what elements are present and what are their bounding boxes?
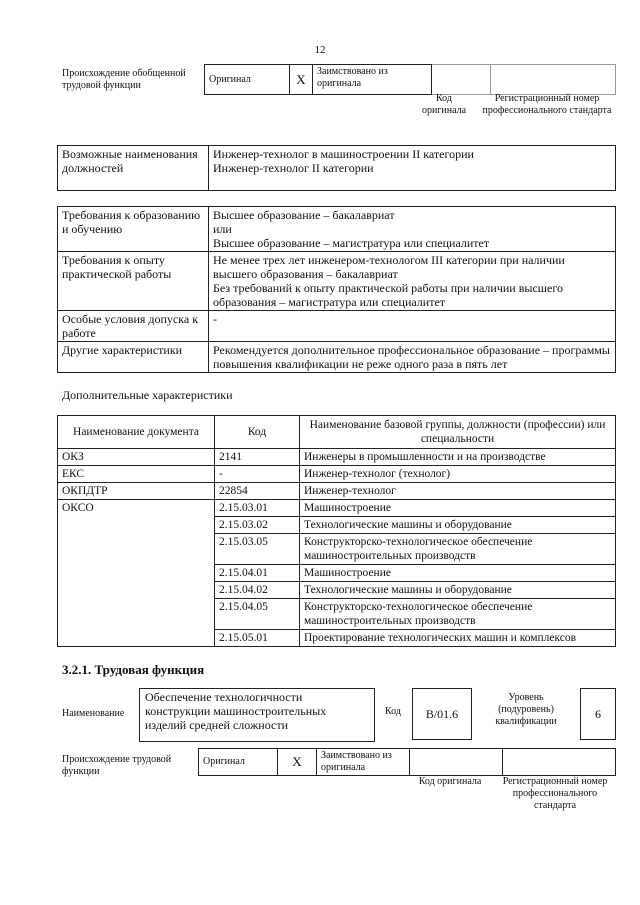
origin-top-table [204,64,616,95]
cell-name: Инженеры в промышленности и на производстве [300,449,616,466]
cell-code: 2.15.04.02 [215,582,300,599]
cell-code: 2141 [215,449,300,466]
origin-top-borrowed: Заимствовано из оригинала [313,65,432,95]
function-code-box: B/01.6 [412,688,472,740]
origin-bottom-code-label: Код оригинала [418,776,482,787]
cell-code: 2.15.03.01 [215,500,300,517]
cell-code: 2.15.03.05 [215,534,300,565]
cell-code: 2.15.04.05 [215,599,300,630]
cell-name: Инженер-технолог [300,483,616,500]
origin-bottom-original: Оригинал [199,749,278,776]
origin-top-code-label: Код оригинала [421,93,467,116]
positions-label: Возможные наименования должностей [58,146,209,191]
cell-name: Конструкторско-технологическое обеспечение машиностроительных производств [300,599,616,630]
origin-bottom-reg-label: Регистрационный номер профессионального стандарта [502,776,608,811]
cell-code: 2.15.05.01 [215,630,300,647]
section-title: 3.2.1. Трудовая функция [62,662,205,677]
position-item: Инженер-технолог в машиностроении II категории [213,147,474,161]
col-header: Наименование базовой группы, должности (профессии) или специальности [300,416,616,449]
origin-top-original: Оригинал [205,65,290,95]
level-value-box: 6 [580,688,616,740]
cell-code: - [215,466,300,483]
origin-bottom-label: Происхождение трудовой функции [62,754,172,777]
req-label: Требования к опыту практической работы [58,252,209,311]
req-label: Другие характеристики [58,342,209,373]
origin-top-label: Происхождение обобщенной трудовой функции [62,68,186,91]
extra-title: Дополнительные характеристики [62,388,233,402]
cell-doc: ОКСО [58,500,215,647]
extra-table [57,415,616,647]
requirements-table [57,206,616,373]
col-header: Код [215,416,300,449]
origin-top-reg-label: Регистрационный номер профессионального стандарта [482,93,612,116]
cell-code: 2.15.04.01 [215,565,300,582]
req-line: или [213,222,232,236]
req-label: Требования к образованию и обучению [58,207,209,252]
col-header: Наименование документа [58,416,215,449]
req-line: Высшее образование – магистратура или специалитет [213,236,490,250]
req-line: Не менее трех лет инженером-технологом III категории при наличии высшего образования – бакалавриат [213,253,565,281]
positions-table [57,145,616,191]
name-label: Наименование [62,708,125,719]
page-number: 12 [314,44,326,56]
req-line: Высшее образование – бакалавриат [213,208,395,222]
cell-name: Проектирование технологических машин и комплексов [300,630,616,647]
cell-doc: ОКЗ [58,449,215,466]
cell-name: Машиностроение [300,565,616,582]
cell-doc: ЕКС [58,466,215,483]
function-name-box: Обеспечение технологичности конструкции машиностроительных изделий средней сложности [139,688,375,742]
origin-bottom-table [198,748,616,776]
cell-name: Технологические машины и оборудование [300,582,616,599]
cell-name: Конструкторско-технологическое обеспечение машиностроительных производств [300,534,616,565]
req-line: Рекомендуется дополнительное профессиональное образование – программы повышения квалификации не реже одного раза в пять лет [213,343,610,371]
req-label: Особые условия допуска к работе [58,311,209,342]
origin-bottom-borrowed: Заимствовано из оригинала [317,749,410,776]
req-line: Без требований к опыту практической работы при наличии высшего образования – магистратура или специалитет [213,281,563,309]
cell-name: Машиностроение [300,500,616,517]
cell-name: Инженер-технолог (технолог) [300,466,616,483]
origin-bottom-mark: X [278,749,317,776]
position-item: Инженер-технолог II категории [213,161,374,175]
cell-name: Технологические машины и оборудование [300,517,616,534]
code-label: Код [385,706,401,717]
level-label: Уровень (подуровень) квалификации [495,692,557,727]
cell-code: 22854 [215,483,300,500]
cell-doc: ОКПДТР [58,483,215,500]
origin-top-mark: X [290,65,313,95]
req-line: - [213,312,217,326]
cell-code: 2.15.03.02 [215,517,300,534]
